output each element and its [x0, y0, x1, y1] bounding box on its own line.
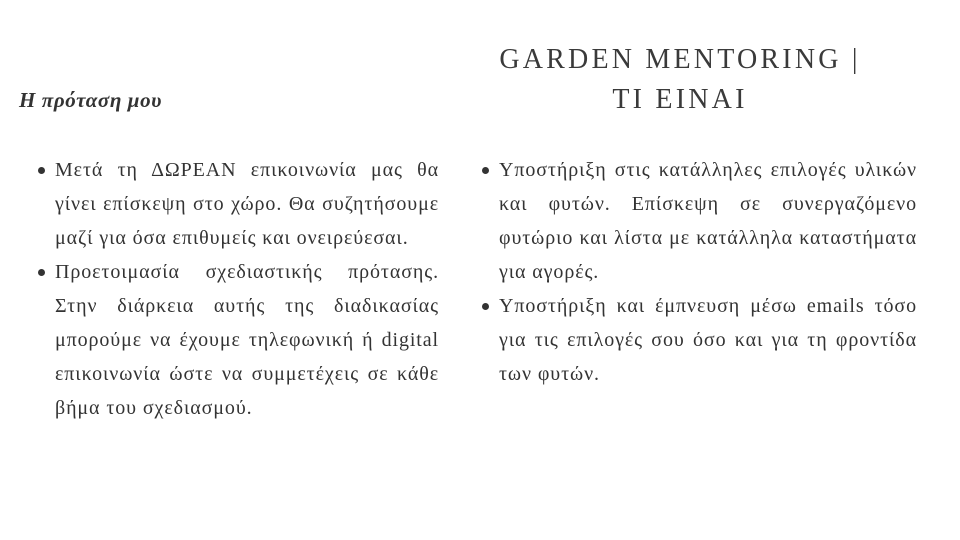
list-item-text: Μετά τη ΔΩΡΕΑΝ επικοινωνία μας θα γίνει επίσκεψη στο χώρο. Θα συζητήσουμε μαζί για όσα επιθυμείς και ονειρεύεσαι. — [55, 159, 439, 249]
slide-title — [440, 40, 920, 120]
list-item-text: Προετοιμασία σχεδιαστικής πρότασης. Στην διάρκεια αυτής της διαδικασίας μπορούμε να έχουμε τηλεφωνική ή digital επικοινωνία ώστε να συμμετέχεις σε κάθε βήμα του σχεδιασμού. — [55, 261, 439, 419]
slide-title-line-2: TI EINAI — [612, 84, 748, 115]
bullet-icon — [482, 167, 489, 174]
left-bullet-list — [36, 153, 439, 425]
bullet-icon — [38, 269, 45, 276]
subtitle: Η πρόταση μου — [19, 88, 163, 112]
list-item — [36, 255, 439, 425]
bullet-icon — [38, 167, 45, 174]
bullet-icon — [482, 303, 489, 310]
list-item — [480, 289, 917, 391]
list-item-text: Υποστήριξη στις κατάλληλες επιλογές υλικών και φυτών. Επίσκεψη σε συνεργαζόμενο φυτώριο και λίστα με κατάλληλα καταστήματα για αγορές. — [499, 159, 917, 283]
list-item — [36, 153, 439, 255]
list-item-text: Υποστήριξη και έμπνευση μέσω emails τόσο για τις επιλογές σου όσο και για τη φροντίδα των φυτών. — [499, 295, 917, 385]
right-bullet-list — [480, 153, 917, 391]
slide-title-line-1: GARDEN MENTORING | — [499, 44, 861, 75]
list-item — [480, 153, 917, 289]
